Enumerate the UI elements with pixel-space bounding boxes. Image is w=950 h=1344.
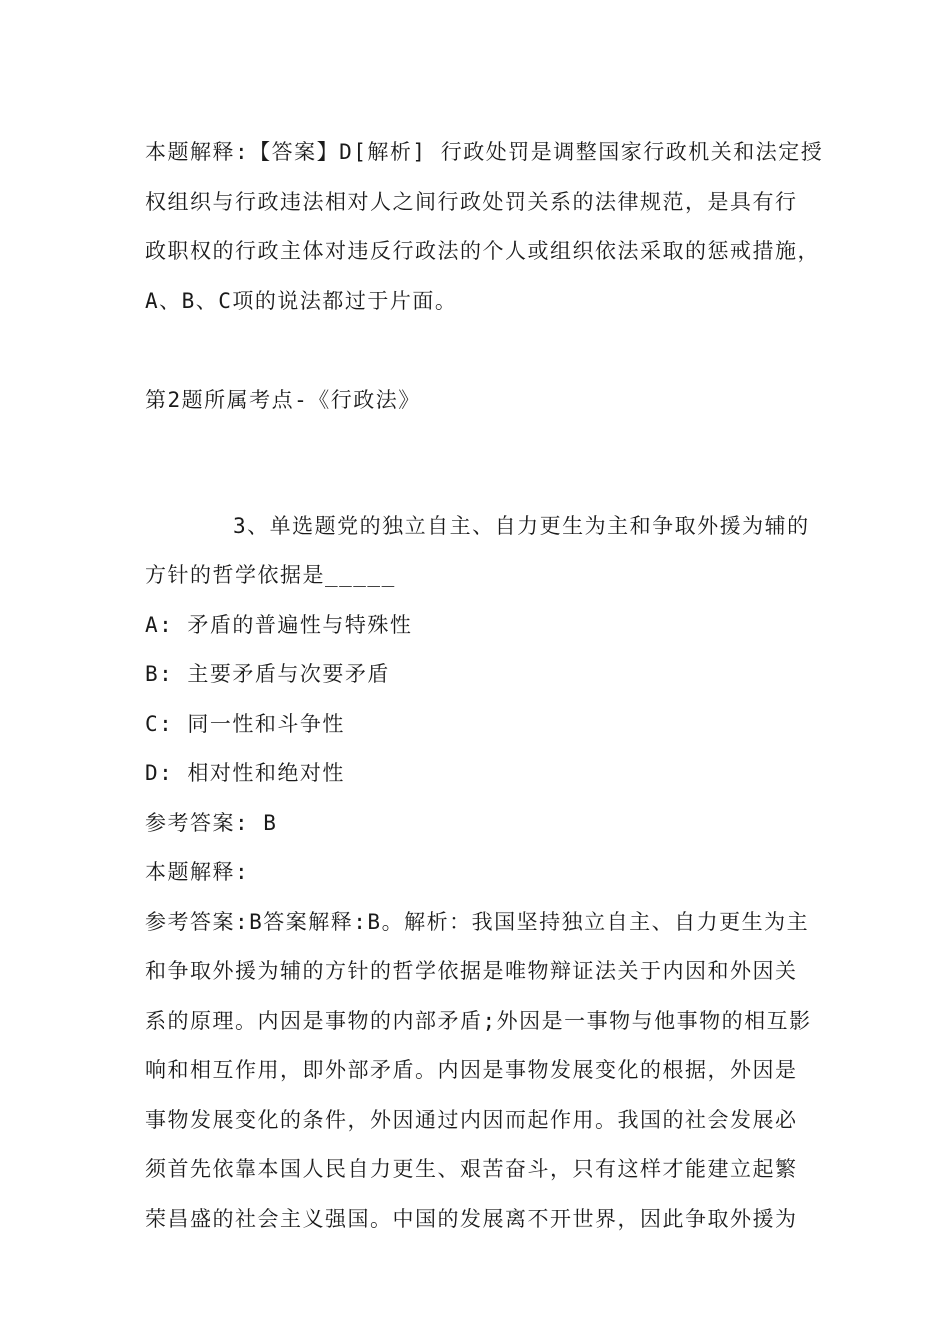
explanation-line: 和争取外援为辅的方针的哲学依据是唯物辩证法关于内因和外因关 [145, 959, 798, 983]
explanation-line: 事物发展变化的条件，外因通过内因而起作用。我国的社会发展必 [145, 1107, 798, 1132]
explanation-line: A、B、C项的说法都过于片面。 [145, 288, 458, 313]
spacer [145, 326, 817, 376]
question-stem: 方针的哲学依据是_____ [145, 563, 396, 587]
explanation-line: 须首先依靠本国人民自力更生、艰苦奋斗，只有这样才能建立起繁 [145, 1157, 798, 1181]
spacer [145, 426, 817, 502]
explanation-line: 系的原理。内因是事物的内部矛盾;外因是一事物与他事物的相互影 [145, 1008, 812, 1033]
explanation-line: 本题解释:【答案】D[解析] 行政处罚是调整国家行政机关和法定授 [145, 140, 824, 164]
question-stem: 3、单选题党的独立自主、自力更生为主和争取外援为辅的 [233, 513, 810, 538]
question-block [145, 502, 817, 1245]
option-b: B: 主要矛盾与次要矛盾 [145, 662, 390, 686]
option-a: A: 矛盾的普遍性与特殊性 [145, 612, 413, 637]
explanation-block-q3 [145, 898, 817, 1245]
reference-answer: 参考答案: B [145, 810, 278, 835]
explanation-line: 政职权的行政主体对违反行政法的个人或组织依法采取的惩戒措施， [145, 239, 820, 263]
option-c: C: 同一性和斗争性 [145, 711, 345, 736]
explanation-line: 荣昌盛的社会主义强国。中国的发展离不开世界，因此争取外援为 [145, 1206, 798, 1231]
explanation-line: 权组织与行政违法相对人之间行政处罚关系的法律规范，是具有行 [145, 189, 798, 214]
explanation-line: 参考答案:B答案解释:B。解析：我国坚持独立自主、自力更生为主 [145, 909, 810, 934]
topic-heading: 第2题所属考点-《行政法》 [145, 388, 421, 412]
document-page [145, 128, 824, 1244]
explanation-label: 本题解释: [145, 860, 250, 884]
explanation-line: 响和相互作用，即外部矛盾。内因是事物发展变化的根据，外因是 [145, 1058, 798, 1082]
explanation-block-q1 [145, 128, 824, 326]
option-d: D: 相对性和绝对性 [145, 761, 345, 785]
